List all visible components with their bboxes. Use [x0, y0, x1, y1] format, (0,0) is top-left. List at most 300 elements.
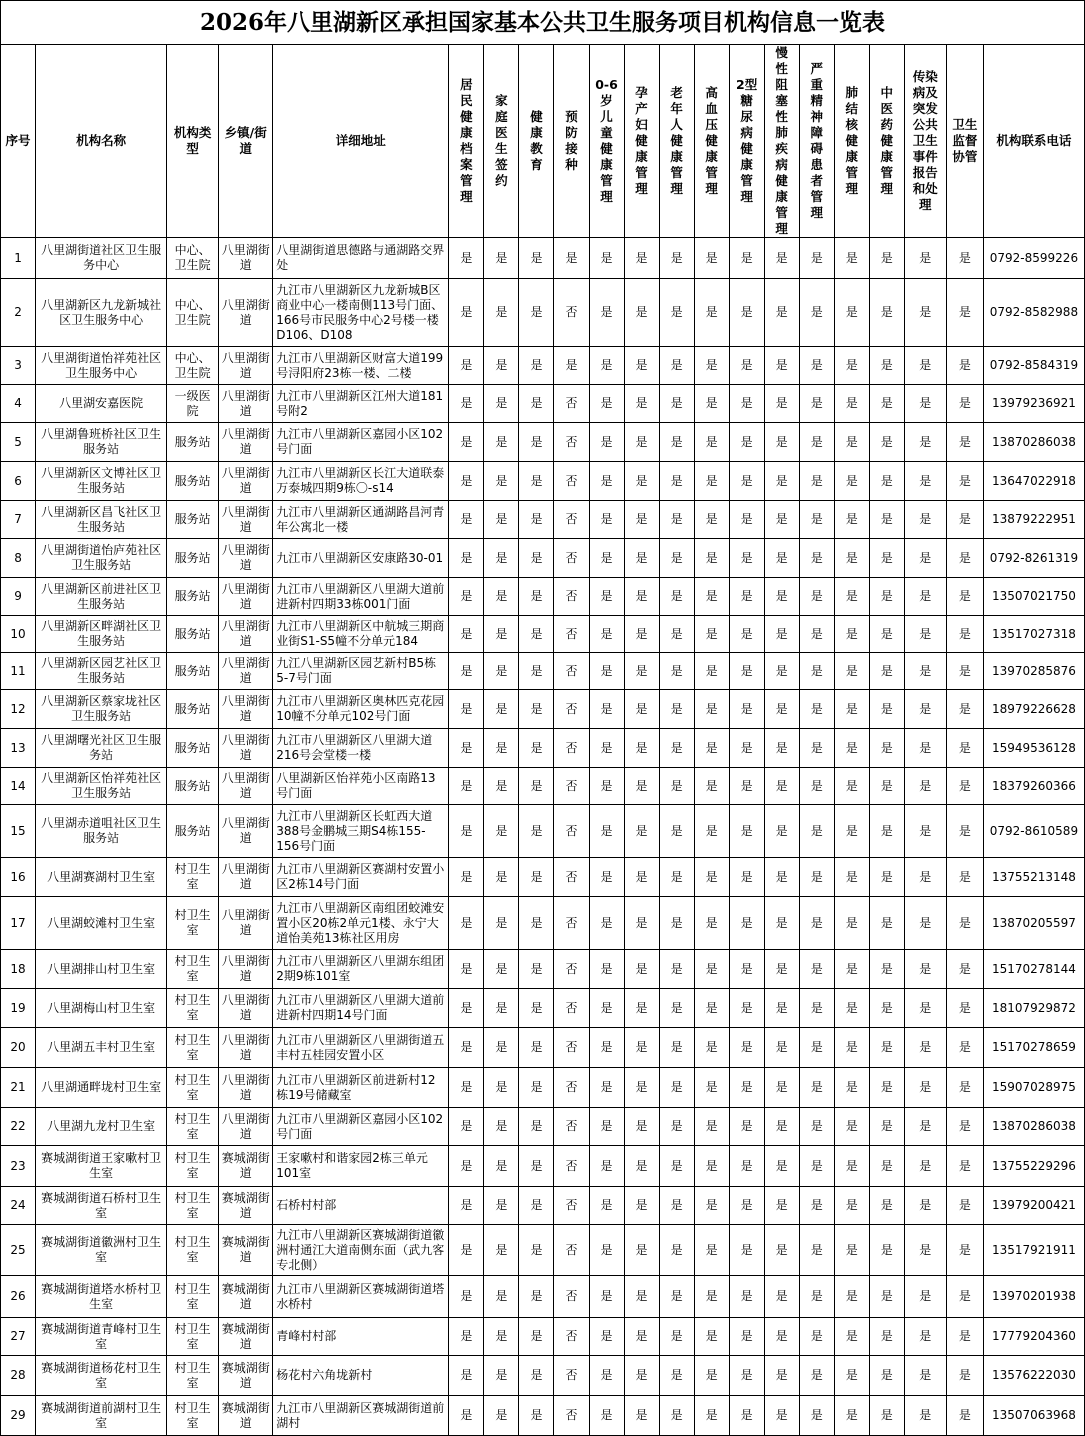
page-title: 2026年八里湖新区承担国家基本公共卫生服务项目机构信息一览表 — [0, 0, 1085, 44]
phone-cell: 15949536128 — [983, 729, 1084, 768]
table-row — [1, 950, 1085, 989]
service-flag-cell: 是 — [764, 768, 799, 805]
service-flag-cell: 是 — [484, 616, 519, 653]
institution-type-cell: 服务站 — [167, 653, 219, 690]
service-flag-cell: 是 — [869, 1225, 904, 1276]
service-flag-cell: 是 — [519, 462, 554, 501]
service-flag-cell: 是 — [946, 1318, 983, 1356]
institution-type-cell: 服务站 — [167, 501, 219, 539]
service-flag-cell: 是 — [694, 653, 729, 690]
service-flag-cell: 是 — [484, 897, 519, 950]
service-flag-cell: 是 — [589, 805, 624, 858]
service-flag-cell: 是 — [449, 1068, 484, 1108]
service-flag-cell: 是 — [729, 1028, 764, 1068]
service-flag-cell: 是 — [694, 729, 729, 768]
service-flag-cell: 是 — [834, 1068, 869, 1108]
service-flag-cell: 是 — [624, 989, 659, 1028]
service-flag-cell: 是 — [659, 423, 694, 462]
service-flag-cell: 是 — [449, 1108, 484, 1146]
service-flag-cell: 是 — [764, 347, 799, 385]
table-row — [1, 616, 1085, 653]
service-flag-cell: 是 — [834, 805, 869, 858]
service-flag-cell: 是 — [694, 690, 729, 729]
service-flag-cell: 是 — [589, 858, 624, 897]
service-flag-cell: 是 — [449, 858, 484, 897]
service-flag-cell: 是 — [764, 1225, 799, 1276]
street-cell: 赛城湖街道 — [219, 1187, 273, 1225]
address-cell: 九江市八里湖新区赛城湖街道前湖村 — [273, 1396, 449, 1436]
service-flag-cell: 是 — [589, 578, 624, 616]
service-flag-cell: 是 — [484, 1276, 519, 1318]
service-flag-cell: 是 — [869, 950, 904, 989]
service-flag-cell: 是 — [729, 238, 764, 279]
service-flag-cell: 否 — [554, 385, 589, 423]
service-flag-cell: 是 — [729, 989, 764, 1028]
service-flag-cell: 是 — [624, 1146, 659, 1187]
service-flag-cell: 是 — [449, 238, 484, 279]
column-header: 机构类型 — [167, 45, 219, 238]
service-flag-cell: 是 — [694, 1068, 729, 1108]
service-flag-cell: 是 — [624, 690, 659, 729]
service-flag-cell: 是 — [694, 462, 729, 501]
service-flag-cell: 是 — [659, 1276, 694, 1318]
phone-cell: 0792-8599226 — [983, 238, 1084, 279]
institution-name-cell: 八里湖新区蔡家垅社区卫生服务站 — [36, 690, 167, 729]
service-flag-cell: 是 — [946, 1356, 983, 1396]
service-flag-cell: 是 — [589, 616, 624, 653]
service-flag-cell: 是 — [834, 1108, 869, 1146]
service-flag-cell: 是 — [799, 1028, 834, 1068]
institution-name-cell: 八里湖赤道咀社区卫生服务站 — [36, 805, 167, 858]
institution-name-cell: 八里湖新区九龙新城社区卫生服务中心 — [36, 279, 167, 347]
service-flag-cell: 是 — [869, 690, 904, 729]
row-number-cell: 19 — [1, 989, 36, 1028]
service-flag-cell: 是 — [729, 1276, 764, 1318]
address-cell: 九江市八里湖新区通湖路昌河青年公寓北一楼 — [273, 501, 449, 539]
service-flag-cell: 否 — [554, 1396, 589, 1436]
service-flag-cell: 是 — [904, 1068, 946, 1108]
table-row — [1, 1068, 1085, 1108]
service-flag-cell: 是 — [764, 1028, 799, 1068]
service-flag-cell: 是 — [449, 501, 484, 539]
phone-cell: 17779204360 — [983, 1318, 1084, 1356]
service-flag-cell: 是 — [519, 805, 554, 858]
service-flag-cell: 是 — [729, 1318, 764, 1356]
service-flag-cell: 是 — [589, 238, 624, 279]
service-flag-cell: 是 — [946, 238, 983, 279]
service-flag-cell: 是 — [729, 1187, 764, 1225]
service-flag-cell: 是 — [799, 616, 834, 653]
service-flag-cell: 是 — [834, 690, 869, 729]
service-flag-cell: 是 — [834, 279, 869, 347]
service-flag-cell: 否 — [554, 897, 589, 950]
service-flag-cell: 是 — [659, 950, 694, 989]
street-cell: 赛城湖街道 — [219, 1146, 273, 1187]
street-cell: 八里湖街道 — [219, 539, 273, 578]
service-flag-cell: 是 — [869, 238, 904, 279]
table-row — [1, 653, 1085, 690]
service-flag-cell: 是 — [729, 1356, 764, 1396]
institution-name-cell: 八里湖新区昌飞社区卫生服务站 — [36, 501, 167, 539]
service-flag-cell: 是 — [449, 897, 484, 950]
service-flag-cell: 是 — [694, 423, 729, 462]
service-flag-cell: 是 — [519, 1187, 554, 1225]
service-flag-cell: 是 — [946, 347, 983, 385]
service-flag-cell: 是 — [484, 729, 519, 768]
phone-cell: 13647022918 — [983, 462, 1084, 501]
institution-type-cell: 村卫生室 — [167, 858, 219, 897]
service-flag-cell: 是 — [484, 1068, 519, 1108]
service-flag-cell: 否 — [554, 1225, 589, 1276]
service-flag-cell: 是 — [624, 1356, 659, 1396]
service-flag-cell: 是 — [694, 616, 729, 653]
institution-type-cell: 服务站 — [167, 768, 219, 805]
row-number-cell: 4 — [1, 385, 36, 423]
phone-cell: 13517921911 — [983, 1225, 1084, 1276]
address-cell: 杨花村六角垅新村 — [273, 1356, 449, 1396]
address-cell: 九江市八里湖新区嘉园小区102号门面 — [273, 423, 449, 462]
table-row — [1, 1028, 1085, 1068]
service-flag-cell: 是 — [589, 1068, 624, 1108]
service-flag-cell: 是 — [946, 279, 983, 347]
service-flag-cell: 是 — [834, 423, 869, 462]
service-flag-cell: 是 — [694, 501, 729, 539]
service-flag-cell: 是 — [449, 423, 484, 462]
street-cell: 八里湖街道 — [219, 897, 273, 950]
service-flag-cell: 是 — [624, 423, 659, 462]
service-flag-cell: 是 — [449, 539, 484, 578]
service-flag-cell: 否 — [554, 768, 589, 805]
table-row — [1, 462, 1085, 501]
service-flag-cell: 是 — [449, 950, 484, 989]
service-flag-cell: 是 — [484, 1225, 519, 1276]
institution-name-cell: 八里湖五丰村卫生室 — [36, 1028, 167, 1068]
service-flag-cell: 是 — [659, 1225, 694, 1276]
service-flag-cell: 是 — [449, 989, 484, 1028]
phone-cell: 15907028975 — [983, 1068, 1084, 1108]
service-flag-cell: 是 — [659, 897, 694, 950]
service-flag-cell: 是 — [729, 1146, 764, 1187]
service-flag-cell: 是 — [624, 1318, 659, 1356]
service-flag-cell: 是 — [869, 279, 904, 347]
column-header: 2型糖尿病健康管理 — [729, 45, 764, 238]
service-flag-cell: 是 — [694, 1108, 729, 1146]
institution-name-cell: 八里湖安嘉医院 — [36, 385, 167, 423]
service-flag-cell: 是 — [904, 1356, 946, 1396]
table-row — [1, 989, 1085, 1028]
institution-table — [0, 44, 1085, 1436]
table-row — [1, 1146, 1085, 1187]
service-flag-cell: 是 — [659, 501, 694, 539]
street-cell: 八里湖街道 — [219, 950, 273, 989]
service-flag-cell: 是 — [869, 858, 904, 897]
service-flag-cell: 是 — [519, 1225, 554, 1276]
phone-cell: 0792-8261319 — [983, 539, 1084, 578]
institution-name-cell: 八里湖街道社区卫生服务中心 — [36, 238, 167, 279]
row-number-cell: 25 — [1, 1225, 36, 1276]
table-row — [1, 768, 1085, 805]
service-flag-cell: 是 — [519, 1318, 554, 1356]
service-flag-cell: 是 — [589, 1108, 624, 1146]
service-flag-cell: 是 — [484, 989, 519, 1028]
service-flag-cell: 是 — [484, 805, 519, 858]
service-flag-cell: 是 — [946, 1187, 983, 1225]
service-flag-cell: 是 — [904, 279, 946, 347]
service-flag-cell: 是 — [589, 1028, 624, 1068]
address-cell: 九江市八里湖新区赛城湖街道徽洲村通江大道南侧东面（武九客专北侧） — [273, 1225, 449, 1276]
service-flag-cell: 是 — [764, 653, 799, 690]
service-flag-cell: 是 — [729, 539, 764, 578]
service-flag-cell: 是 — [904, 1276, 946, 1318]
service-flag-cell: 是 — [449, 1318, 484, 1356]
service-flag-cell: 是 — [946, 385, 983, 423]
address-cell: 石桥村村部 — [273, 1187, 449, 1225]
street-cell: 赛城湖街道 — [219, 1225, 273, 1276]
service-flag-cell: 是 — [834, 616, 869, 653]
service-flag-cell: 是 — [834, 1276, 869, 1318]
service-flag-cell: 是 — [869, 1318, 904, 1356]
service-flag-cell: 是 — [624, 1225, 659, 1276]
service-flag-cell: 是 — [904, 805, 946, 858]
service-flag-cell: 是 — [589, 989, 624, 1028]
service-flag-cell: 是 — [589, 501, 624, 539]
service-flag-cell: 是 — [659, 1146, 694, 1187]
service-flag-cell: 是 — [904, 653, 946, 690]
service-flag-cell: 是 — [946, 1068, 983, 1108]
service-flag-cell: 是 — [764, 1068, 799, 1108]
institution-type-cell: 中心、卫生院 — [167, 279, 219, 347]
address-cell: 九江市八里湖新区奥林匹克花园10幢不分单元102号门面 — [273, 690, 449, 729]
column-header: 传染病及突发公共卫生事件报告和处理 — [904, 45, 946, 238]
service-flag-cell: 是 — [834, 768, 869, 805]
service-flag-cell: 是 — [799, 423, 834, 462]
service-flag-cell: 是 — [449, 279, 484, 347]
row-number-cell: 20 — [1, 1028, 36, 1068]
service-flag-cell: 是 — [799, 989, 834, 1028]
service-flag-cell: 是 — [764, 1146, 799, 1187]
institution-type-cell: 村卫生室 — [167, 989, 219, 1028]
institution-type-cell: 服务站 — [167, 462, 219, 501]
service-flag-cell: 是 — [834, 1356, 869, 1396]
service-flag-cell: 是 — [729, 1225, 764, 1276]
column-header: 中医药健康管理 — [869, 45, 904, 238]
service-flag-cell: 是 — [449, 690, 484, 729]
institution-type-cell: 中心、卫生院 — [167, 347, 219, 385]
service-flag-cell: 否 — [554, 729, 589, 768]
service-flag-cell: 是 — [484, 238, 519, 279]
service-flag-cell: 是 — [834, 1396, 869, 1436]
column-header: 家庭医生签约 — [484, 45, 519, 238]
row-number-cell: 27 — [1, 1318, 36, 1356]
row-number-cell: 29 — [1, 1396, 36, 1436]
service-flag-cell: 是 — [729, 279, 764, 347]
address-cell: 九江市八里湖新区前进新村12栋19号储藏室 — [273, 1068, 449, 1108]
table-row — [1, 423, 1085, 462]
service-flag-cell: 是 — [904, 501, 946, 539]
row-number-cell: 21 — [1, 1068, 36, 1108]
service-flag-cell: 是 — [729, 1108, 764, 1146]
address-cell: 九江市八里湖新区嘉园小区102号门面 — [273, 1108, 449, 1146]
service-flag-cell: 是 — [659, 462, 694, 501]
service-flag-cell: 是 — [589, 950, 624, 989]
service-flag-cell: 是 — [904, 385, 946, 423]
institution-type-cell: 村卫生室 — [167, 1396, 219, 1436]
service-flag-cell: 是 — [659, 1108, 694, 1146]
service-flag-cell: 是 — [904, 897, 946, 950]
column-header: 乡镇/街道 — [219, 45, 273, 238]
header-row — [1, 45, 1085, 238]
service-flag-cell: 是 — [484, 690, 519, 729]
phone-cell: 18107929872 — [983, 989, 1084, 1028]
service-flag-cell: 否 — [554, 653, 589, 690]
service-flag-cell: 是 — [729, 616, 764, 653]
institution-type-cell: 村卫生室 — [167, 1068, 219, 1108]
service-flag-cell: 是 — [946, 1225, 983, 1276]
row-number-cell: 10 — [1, 616, 36, 653]
service-flag-cell: 是 — [729, 858, 764, 897]
institution-type-cell: 村卫生室 — [167, 950, 219, 989]
service-flag-cell: 是 — [519, 578, 554, 616]
service-flag-cell: 是 — [799, 950, 834, 989]
service-flag-cell: 是 — [946, 989, 983, 1028]
institution-name-cell: 赛城湖街道王家嗽村卫生室 — [36, 1146, 167, 1187]
service-flag-cell: 是 — [764, 858, 799, 897]
service-flag-cell: 是 — [729, 385, 764, 423]
service-flag-cell: 是 — [946, 729, 983, 768]
institution-name-cell: 八里湖蛟滩村卫生室 — [36, 897, 167, 950]
service-flag-cell: 是 — [519, 690, 554, 729]
service-flag-cell: 是 — [834, 347, 869, 385]
service-flag-cell: 是 — [799, 805, 834, 858]
institution-type-cell: 服务站 — [167, 805, 219, 858]
service-flag-cell: 是 — [799, 729, 834, 768]
service-flag-cell: 是 — [694, 578, 729, 616]
service-flag-cell: 是 — [799, 462, 834, 501]
row-number-cell: 13 — [1, 729, 36, 768]
service-flag-cell: 是 — [624, 1187, 659, 1225]
service-flag-cell: 是 — [624, 1396, 659, 1436]
service-flag-cell: 是 — [869, 578, 904, 616]
service-flag-cell: 是 — [659, 729, 694, 768]
service-flag-cell: 是 — [624, 1068, 659, 1108]
table-row — [1, 858, 1085, 897]
service-flag-cell: 是 — [659, 768, 694, 805]
address-cell: 九江市八里湖新区安康路30-01 — [273, 539, 449, 578]
service-flag-cell: 是 — [519, 385, 554, 423]
service-flag-cell: 是 — [904, 462, 946, 501]
phone-cell: 0792-8584319 — [983, 347, 1084, 385]
street-cell: 八里湖街道 — [219, 989, 273, 1028]
service-flag-cell: 是 — [519, 423, 554, 462]
service-flag-cell: 是 — [519, 989, 554, 1028]
service-flag-cell: 是 — [946, 1146, 983, 1187]
address-cell: 王家嗽村和谐家园2栋三单元101室 — [273, 1146, 449, 1187]
address-cell: 九江市八里湖新区八里湖大道前进新村四期14号门面 — [273, 989, 449, 1028]
service-flag-cell: 是 — [484, 858, 519, 897]
service-flag-cell: 是 — [904, 858, 946, 897]
service-flag-cell: 是 — [799, 238, 834, 279]
phone-cell: 13970285876 — [983, 653, 1084, 690]
phone-cell: 13517027318 — [983, 616, 1084, 653]
service-flag-cell: 是 — [799, 539, 834, 578]
service-flag-cell: 是 — [484, 578, 519, 616]
service-flag-cell: 是 — [904, 1028, 946, 1068]
service-flag-cell: 否 — [554, 1068, 589, 1108]
table-row — [1, 279, 1085, 347]
institution-type-cell: 服务站 — [167, 690, 219, 729]
service-flag-cell: 是 — [449, 729, 484, 768]
service-flag-cell: 是 — [589, 539, 624, 578]
institution-name-cell: 八里湖街道怡庐苑社区卫生服务站 — [36, 539, 167, 578]
institution-name-cell: 八里湖新区怡祥苑社区卫生服务站 — [36, 768, 167, 805]
service-flag-cell: 是 — [694, 238, 729, 279]
column-header: 0-6岁儿童健康管理 — [589, 45, 624, 238]
service-flag-cell: 是 — [764, 1356, 799, 1396]
service-flag-cell: 是 — [484, 1356, 519, 1396]
service-flag-cell: 是 — [764, 989, 799, 1028]
service-flag-cell: 是 — [624, 1028, 659, 1068]
phone-cell: 13970201938 — [983, 1276, 1084, 1318]
service-flag-cell: 是 — [659, 805, 694, 858]
service-flag-cell: 否 — [554, 690, 589, 729]
column-header: 肺结核健康管理 — [834, 45, 869, 238]
street-cell: 八里湖街道 — [219, 462, 273, 501]
service-flag-cell: 是 — [869, 1146, 904, 1187]
service-flag-cell: 是 — [834, 1146, 869, 1187]
service-flag-cell: 是 — [659, 347, 694, 385]
service-flag-cell: 是 — [904, 347, 946, 385]
street-cell: 八里湖街道 — [219, 347, 273, 385]
row-number-cell: 22 — [1, 1108, 36, 1146]
service-flag-cell: 是 — [764, 385, 799, 423]
service-flag-cell: 是 — [694, 989, 729, 1028]
service-flag-cell: 是 — [729, 1396, 764, 1436]
service-flag-cell: 是 — [484, 279, 519, 347]
service-flag-cell: 是 — [946, 1108, 983, 1146]
service-flag-cell: 是 — [904, 1225, 946, 1276]
service-flag-cell: 是 — [624, 501, 659, 539]
table-row — [1, 578, 1085, 616]
service-flag-cell: 否 — [554, 539, 589, 578]
service-flag-cell: 是 — [946, 950, 983, 989]
street-cell: 八里湖街道 — [219, 423, 273, 462]
service-flag-cell: 是 — [869, 385, 904, 423]
service-flag-cell: 是 — [869, 989, 904, 1028]
service-flag-cell: 是 — [946, 897, 983, 950]
service-flag-cell: 是 — [904, 1318, 946, 1356]
service-flag-cell: 是 — [729, 768, 764, 805]
column-header: 居民健康档案管理 — [449, 45, 484, 238]
service-flag-cell: 是 — [449, 616, 484, 653]
service-flag-cell: 是 — [799, 347, 834, 385]
institution-name-cell: 赛城湖街道徽洲村卫生室 — [36, 1225, 167, 1276]
institution-name-cell: 赛城湖街道前湖村卫生室 — [36, 1396, 167, 1436]
service-flag-cell: 是 — [484, 1146, 519, 1187]
service-flag-cell: 是 — [834, 539, 869, 578]
service-flag-cell: 是 — [764, 690, 799, 729]
service-flag-cell: 是 — [764, 462, 799, 501]
service-flag-cell: 是 — [484, 501, 519, 539]
street-cell: 八里湖街道 — [219, 578, 273, 616]
service-flag-cell: 是 — [659, 539, 694, 578]
service-flag-cell: 否 — [554, 1108, 589, 1146]
service-flag-cell: 是 — [624, 616, 659, 653]
row-number-cell: 24 — [1, 1187, 36, 1225]
address-cell: 九江市八里湖新区财富大道199号浔阳府23栋一楼、二楼 — [273, 347, 449, 385]
address-cell: 九江市八里湖新区八里湖东组团2期9栋101室 — [273, 950, 449, 989]
service-flag-cell: 否 — [554, 279, 589, 347]
service-flag-cell: 是 — [449, 1146, 484, 1187]
